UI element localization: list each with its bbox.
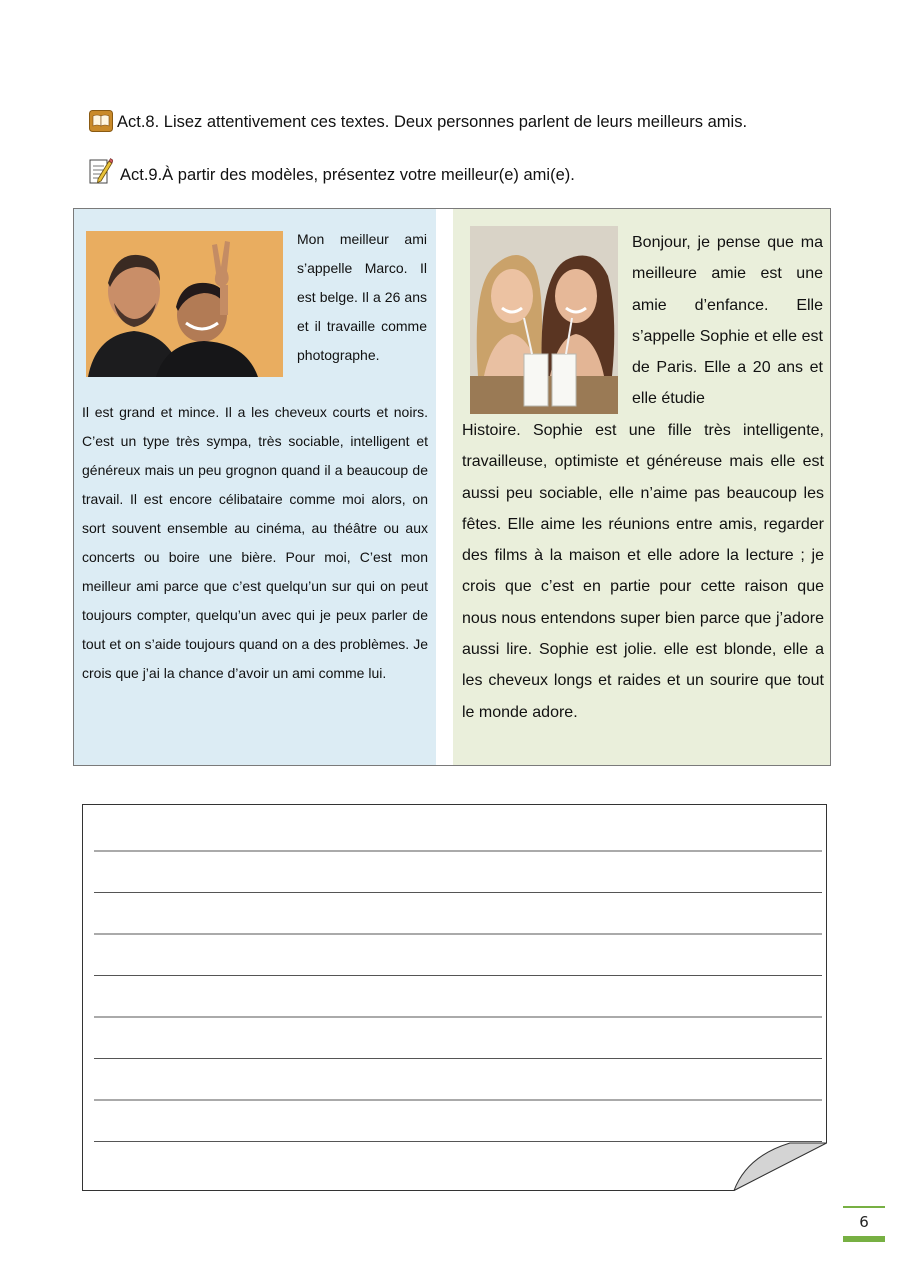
two-women-photo — [470, 226, 618, 414]
activity-8-text: Act.8. Lisez attentivement ces textes. Deux personnes parlent de leurs meilleurs amis. — [117, 113, 748, 131]
marco-intro-text: Mon meilleur ami s’appelle Marco. Il est belge. Il a 26 ans et il travaille comme photographe. — [297, 231, 427, 363]
marco-body-text: Il est grand et mince. Il a les cheveux courts et noirs. C’est un type très sympa, très sociable, intelligent et généreux mais un peu grognon quand il a beaucoup de travail. Il est encore célibataire comme moi alors, on sort souvent ensemble au cinéma, au théâtre ou aux concerts ou boire une bière. Pour moi, C’est mon meilleur ami parce que c’est quelqu’un sur qui on peut toujours compter, quelqu’un avec qui je peux parler de tout et on s’aide toujours quand on a des problèmes. Je crois que j’ai la chance d’avoir un ami comme lui. — [82, 404, 428, 681]
writing-answer-area[interactable] — [82, 804, 827, 1191]
activity-8-instruction — [89, 110, 747, 132]
reading-texts-frame — [73, 208, 831, 766]
two-men-photo — [86, 231, 283, 377]
sophie-body-text: Histoire. Sophie est une fille très intelligente, travailleuse, optimiste et généreuse mais elle est aussi peu sociable, elle n’aime pas beaucoup les fêtes. Elle aime les réunions entre amis, regarder des films à la maison et elle adore la lecture ; je crois que c’est en partie pour cette raison que nous nous entendons super bien parce que j’adore aussi lire. Sophie est jolie. elle est blonde, elle a les cheveux longs et raides et un sourire que tout le monde adore. — [462, 422, 824, 721]
activity-9-text: Act.9.À partir des modèles, présentez votre meilleur(e) ami(e). — [120, 166, 575, 184]
sophie-text-panel — [453, 209, 830, 765]
sophie-intro-text: Bonjour, je pense que ma meilleure amie est une amie d’enfance. Elle s’appelle Sophie et elle est de Paris. Elle a 20 ans et elle étudie — [632, 234, 823, 408]
page-number: 6 — [843, 1206, 885, 1242]
writing-pencil-icon — [89, 157, 113, 185]
marco-text-panel — [74, 209, 436, 765]
ruled-paper — [82, 804, 827, 1191]
book-icon — [89, 110, 113, 132]
activity-9-instruction — [89, 157, 575, 185]
